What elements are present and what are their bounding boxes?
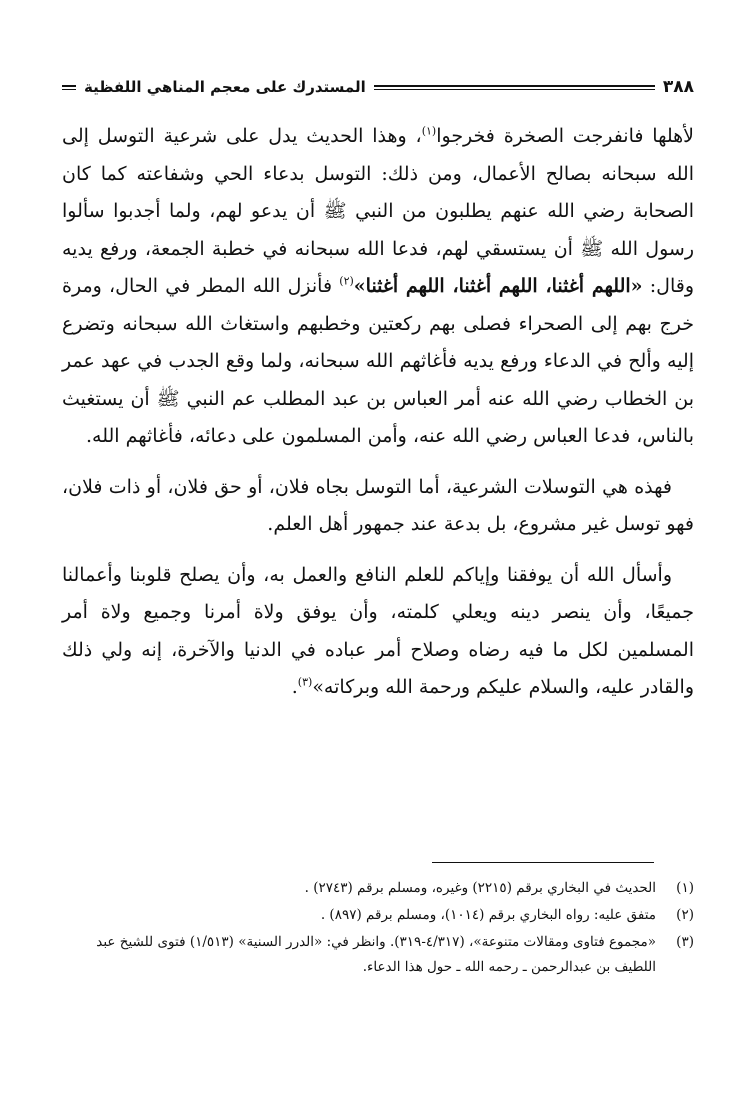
text-segment: . <box>291 676 298 698</box>
footnote-3 <box>62 930 694 980</box>
page-header <box>62 72 694 102</box>
footnotes <box>62 876 694 982</box>
paragraph-2: فهذه هي التوسلات الشرعية، أما التوسل بجاه فلان، أو حق فلان، أو ذات فلان، فهو توسل غير مشروع، بل بدعة عند جمهور أهل العلم. <box>62 475 694 535</box>
footnote-2 <box>62 903 694 928</box>
text-segment: لأهلها فانفرجت الصخرة فخرجوا <box>436 125 694 147</box>
paragraph-3 <box>62 557 694 707</box>
footnote-1 <box>62 876 694 901</box>
running-title: المستدرك على معجم المناهي اللفظية <box>84 78 366 96</box>
text-segment: وأسأل الله أن يوفقنا وإياكم للعلم النافع والعمل به، وأن يصلح قلوبنا وأعمالنا جميعًا، وأن ينصر دينه ويعلي كلمته، وأن يوفق ولاة أمرنا وجميع ولاة أمر المسلمين لكل ما فيه رضاه وصلاح أمر عباده في الدنيا والآخرة، إنه ولي ذلك والقادر عليه، والسلام عليكم ورحمة الله وبركاته» <box>62 563 694 698</box>
footnote-ref-3: (٣) <box>297 675 313 689</box>
header-rule-left <box>62 85 76 90</box>
footnote-divider <box>432 862 654 863</box>
prayer-quote: «اللهم أغثنا، اللهم أغثنا، اللهم أغثنا» <box>353 275 643 297</box>
footnote-text: «مجموع فتاوى ومقالات متنوعة»، (٤/٣١٧-٣١٩). وانظر في: «الدرر السنية» (١/٥١٣) فتوى للشيخ عبد اللطيف بن عبدالرحمن ـ رحمه الله ـ حول هذا الدعاء. <box>96 934 656 975</box>
text-segment: فأنزل الله المطر في الحال، ومرة خرج بهم إلى الصحراء فصلى بهم ركعتين وخطبهم واستغاث الله سبحانه وتضرع إليه وألح في الدعاء ورفع يديه فأغاثهم الله سبحانه، ولما وقع الجدب في عهد عمر بن الخطاب رضي الله عنه أمر العباس بن عبد المطلب عم النبي ﷺ أن يستغيث بالناس، فدعا العباس رضي الله عنه، وأمن المسلمون على دعائه، فأغاثهم الله. <box>62 275 694 447</box>
paragraph-1 <box>62 118 694 456</box>
footnote-number: (١) <box>676 880 694 896</box>
header-rule-right <box>374 85 655 90</box>
footnote-text: الحديث في البخاري برقم (٢٢١٥) وغيره، ومسلم برقم (٢٧٤٣) . <box>304 880 656 896</box>
main-text <box>62 118 694 720</box>
footnote-text: متفق عليه: رواه البخاري برقم (١٠١٤)، ومسلم برقم (٨٩٧) . <box>320 907 656 923</box>
footnote-number: (٣) <box>676 934 694 950</box>
footnote-ref-2: (٢) <box>339 274 354 288</box>
footnote-ref-1: (١) <box>421 124 437 138</box>
text-segment: ، وهذا الحديث يدل على شرعية التوسل إلى الله سبحانه بصالح الأعمال، ومن ذلك: التوسل بدعاء الحي وشفاعته كما كان الصحابة رضي الله عنهم يطلبون من النبي ﷺ أن يدعو لهم، ولما أجدبوا سألوا رسول الله ﷺ أن يستسقي لهم، فدعا الله سبحانه في خطبة الجمعة، ورفع يديه وقال: <box>62 125 694 297</box>
page-number: ٣٨٨ <box>662 77 694 97</box>
footnote-number: (٢) <box>676 907 694 923</box>
